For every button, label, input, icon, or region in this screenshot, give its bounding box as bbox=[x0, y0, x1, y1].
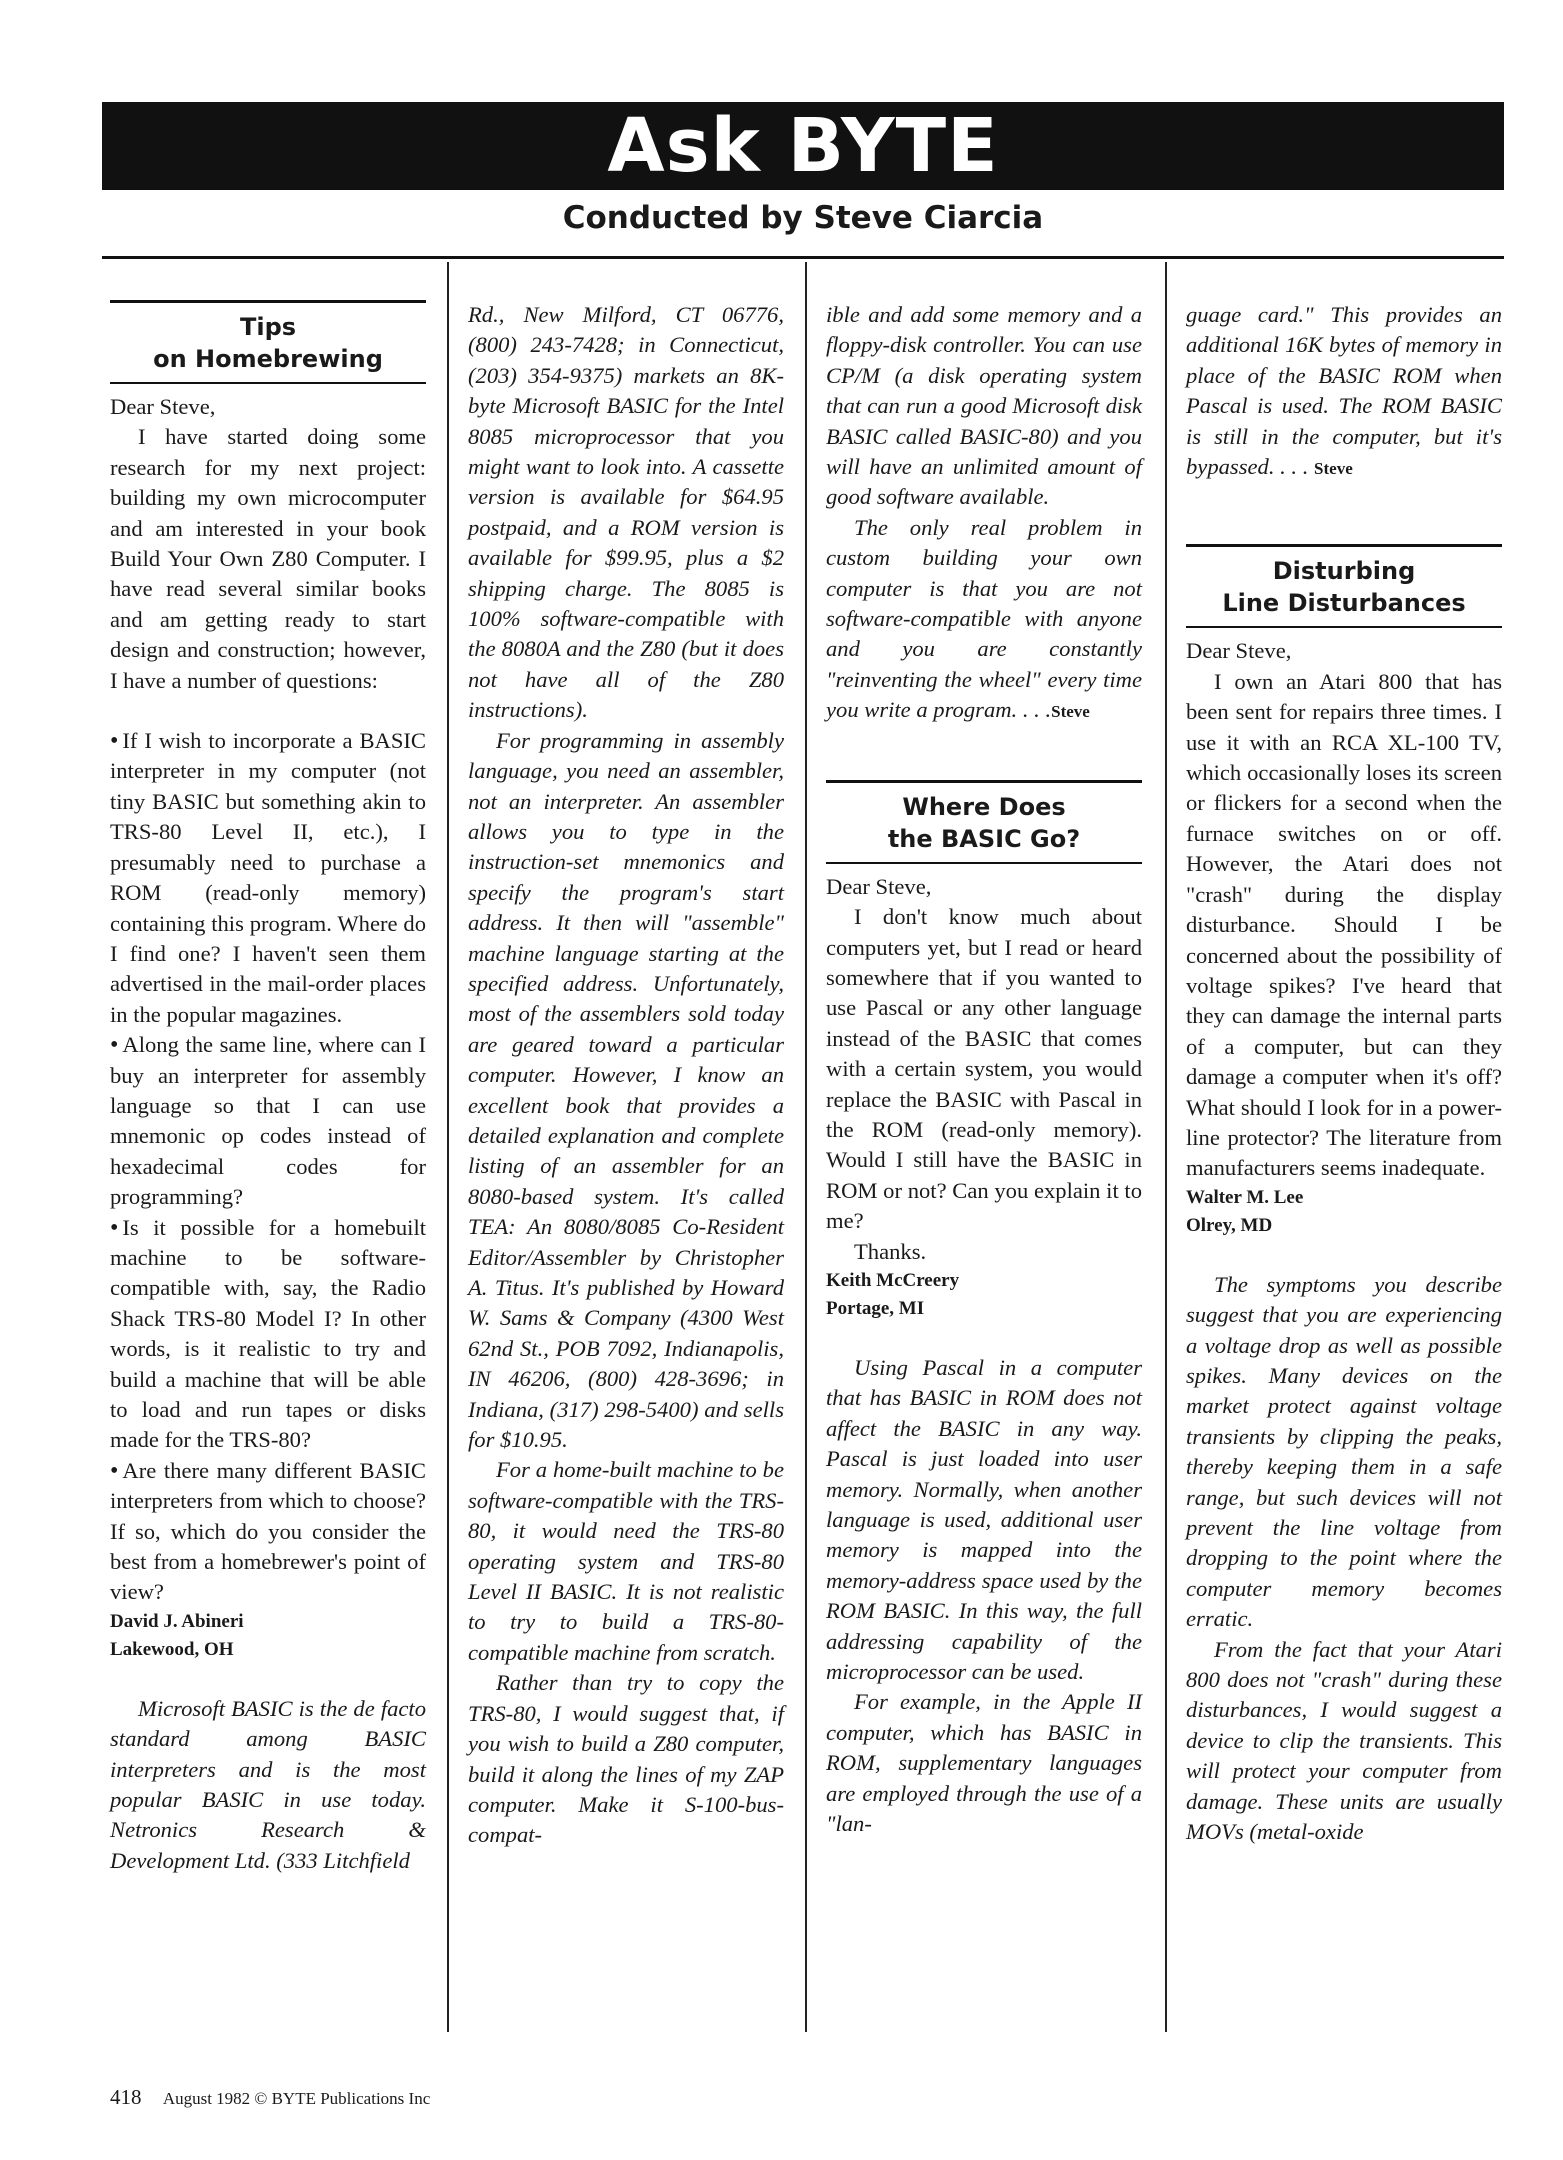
letter-greeting: Dear Steve, bbox=[110, 394, 216, 419]
column-divider bbox=[447, 262, 449, 2032]
question-bullet: • Are there many different BASIC interpreters from which to choose? If so, which do you consider the best from a homebrewer's point of view? bbox=[110, 1456, 426, 1608]
answer-text: The only real problem in custom building your own computer is that you are not software-compatible with anyone and you are constantly "reinventing the wheel" every time you write a program. . . . bbox=[826, 514, 1142, 723]
column-divider bbox=[805, 262, 807, 2032]
answer-paragraph: For example, in the Apple II computer, which has BASIC in ROM, supplementary languages are employed through the use of a "lan- bbox=[826, 1689, 1142, 1837]
letter-greeting: Dear Steve, bbox=[826, 873, 932, 899]
byline: Conducted by Steve Ciarcia bbox=[562, 200, 1044, 236]
heading-line: Line Disturbances bbox=[1222, 589, 1466, 618]
letter-signature-name: David J. Abineri bbox=[110, 1610, 244, 1632]
column-title: Ask BYTE bbox=[607, 103, 999, 189]
column-divider bbox=[1165, 262, 1167, 2032]
footer-credit: August 1982 © BYTE Publications Inc bbox=[162, 2089, 431, 2108]
page-footer bbox=[110, 2085, 430, 2110]
section-heading-tips bbox=[110, 300, 426, 384]
letter-closing: Thanks. bbox=[854, 1238, 927, 1264]
page-number: 418 bbox=[110, 2085, 142, 2109]
letter-greeting: Dear Steve, bbox=[1186, 638, 1292, 664]
answer-paragraph: Microsoft BASIC is the de facto standard among BASIC interpreters and is the most popular BASIC in use today. Netronics Research & Development Ltd. (333 Litchfield bbox=[110, 1695, 426, 1873]
column-1 bbox=[110, 300, 426, 1876]
column-2 bbox=[468, 300, 784, 1851]
answer-paragraph: Rather than try to copy the TRS-80, I would suggest that, if you wish to build a Z80 computer, build it along the lines of my ZAP computer. Make it S-100-bus-compat- bbox=[468, 1670, 784, 1848]
answer-paragraph: From the fact that your Atari 800 does not "crash" during these disturbances, I would suggest a device to clip the transients. This will protect your computer from damage. These units are usually MOVs (metal-oxide bbox=[1186, 1636, 1502, 1845]
answer-paragraph bbox=[826, 513, 1142, 728]
question-bullet: • Along the same line, where can I buy an interpreter for assembly language so that I can use mnemonic op codes instead of hexadecimal codes for programming? bbox=[110, 1030, 426, 1212]
top-rule bbox=[102, 256, 1504, 259]
letter-signature-location: Portage, MI bbox=[826, 1297, 925, 1319]
answer-paragraph bbox=[1186, 300, 1502, 484]
answer-signature: Steve bbox=[1051, 702, 1090, 722]
heading-line: on Homebrewing bbox=[153, 345, 383, 373]
letter-signature-name: Walter M. Lee bbox=[1186, 1186, 1304, 1208]
heading-line: Tips bbox=[239, 313, 297, 341]
letter-signature-name: Keith McCreery bbox=[826, 1269, 960, 1291]
answer-signature: Steve bbox=[1314, 459, 1353, 479]
answer-text: guage card." This provides an additional 16K bytes of memory in place of the BASIC ROM when Pascal is used. The ROM BASIC is still in the computer, but it's bypassed. . . . bbox=[1186, 302, 1502, 480]
question-bullet: • Is it possible for a homebuilt machine to be software-compatible with, say, the Radio Shack TRS-80 Model I? In other words, is it realistic to try and build a machine that will be able to load and run tapes or disks made for the TRS-80? bbox=[110, 1213, 426, 1456]
letter-paragraph: I have started doing some research for my next project: building my own microcomputer and am interested in your book Build Your Own Z80 Computer. I have read several similar books and am getting ready to start design and construction; however, I have a number of questions: bbox=[110, 424, 426, 693]
header-banner bbox=[102, 102, 1504, 190]
section-heading-basic bbox=[826, 780, 1142, 864]
answer-paragraph: ible and add some memory and a floppy-disk controller. You can use CP/M (a disk operating system that can run a good Microsoft disk BASIC called BASIC-80) and you will have an unlimited amount of good software available. bbox=[826, 302, 1142, 510]
column-4 bbox=[1186, 300, 1502, 1847]
letter-signature-location: Olrey, MD bbox=[1186, 1214, 1273, 1236]
letter-signature-location: Lakewood, OH bbox=[110, 1638, 234, 1660]
heading-line: the BASIC Go? bbox=[887, 824, 1081, 853]
answer-paragraph: For a home-built machine to be software-compatible with the TRS-80, it would need the TRS-80 operating system and TRS-80 Level II BASIC. It is not realistic to try to build a TRS-80-compatible machine from scratch. bbox=[468, 1457, 784, 1665]
answer-paragraph: Rd., New Milford, CT 06776, (800) 243-7428; in Connecticut, (203) 354-9375) markets an 8K-byte Microsoft BASIC for the Intel 8085 microprocessor that you might want to look into. A cassette version is available for $64.95 postpaid, and a ROM version is available for $99.95, plus a $2 shipping charge. The 8085 is 100% software-compatible with the 8080A and the Z80 (but it does not have all of the Z80 instructions). bbox=[468, 302, 784, 723]
heading-line: Disturbing bbox=[1272, 557, 1416, 586]
column-3 bbox=[826, 300, 1142, 1839]
answer-paragraph: The symptoms you describe suggest that you are experiencing a voltage drop as well as possible spikes. Many devices on the market protect against voltage transients by clipping the peaks, thereby keeping them in a safe range, but such devices will not prevent the line voltage from dropping to the point where the computer memory becomes erratic. bbox=[1186, 1271, 1502, 1632]
letter-paragraph: I own an Atari 800 that has been sent for repairs three times. I use it with an RCA XL-100 TV, which occasionally loses its screen or flickers for a second when the furnace switches on or off. However, the Atari does not "crash" during the display disturbance. Should I be concerned about the possibility of voltage spikes? I've heard that they can damage the internal parts of a computer, but can they damage a computer when it's off? What should I look for in a power-line protector? The literature from manufacturers seems inadequate. bbox=[1186, 668, 1502, 1181]
heading-line: Where Does bbox=[902, 792, 1066, 821]
answer-paragraph: Using Pascal in a computer that has BASIC in ROM does not affect the BASIC in any way. Pascal is just loaded into user memory. Normally, when another language is used, additional user memory is mapped into the memory-address space used by the ROM BASIC. In this way, the full addressing capability of the microprocessor can be used. bbox=[826, 1354, 1142, 1685]
letter-paragraph: I don't know much about computers yet, but I read or heard somewhere that if you wanted to use Pascal or any other language instead of the BASIC that comes with a certain system, you would replace the BASIC with Pascal in the ROM (read-only memory). Would I still have the BASIC in ROM or not? Can you explain it to me? bbox=[826, 904, 1142, 1234]
section-heading-disturbances bbox=[1186, 544, 1502, 628]
question-bullet: • If I wish to incorporate a BASIC interpreter in my computer (not tiny BASIC but something akin to TRS-80 Level II, etc.), I presumably need to purchase a ROM (read-only memory) containing this program. Where do I find one? I haven't seen them advertised in the mail-order places in the popular magazines. bbox=[110, 726, 426, 1030]
answer-paragraph: For programming in assembly language, you need an assembler, not an interpreter. An assembler allows you to type in the instruction-set mnemonics and specify the program's start address. It then will "assemble" machine language starting at the specified address. Unfortunately, most of the assemblers sold today are geared toward a particular computer. However, I know an excellent book that provides a detailed explanation and complete listing of an assembler for an 8080-based system. It's called TEA: An 8080/8085 Co-Resident Editor/Assembler by Christopher A. Titus. It's published by Howard W. Sams & Company (4300 West 62nd St., POB 7092, Indianapolis, IN 46206, (800) 428-3696; in Indiana, (317) 298-5400) and sells for $10.95. bbox=[468, 727, 784, 1453]
